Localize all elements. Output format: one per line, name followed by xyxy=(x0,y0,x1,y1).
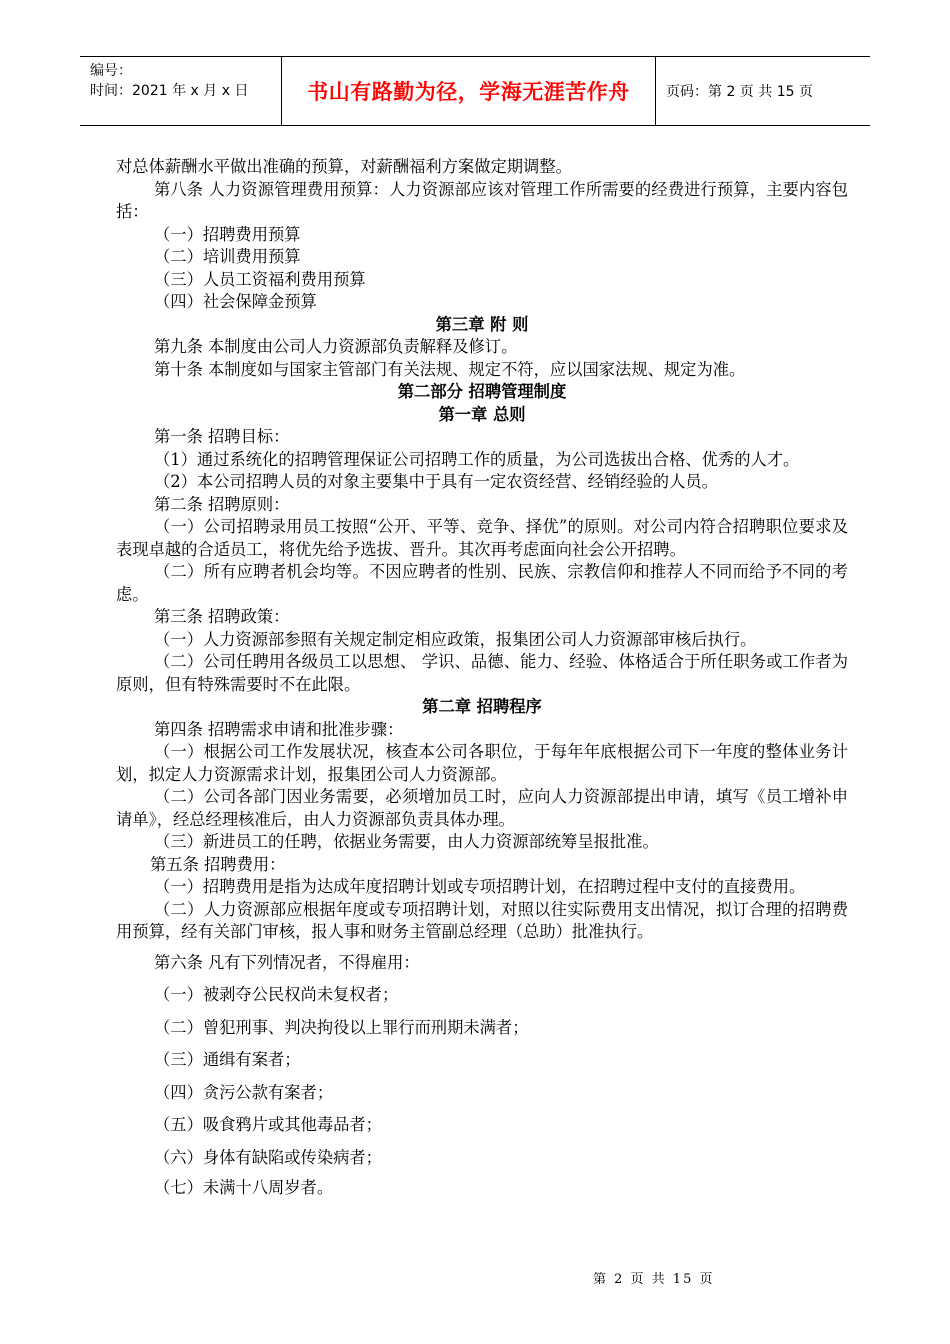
article-3: 第三条 招聘政策： xyxy=(154,607,290,626)
paragraph: （一）根据公司工作发展状况，核查本公司各职位，于每年年底根据公司下一年度的整体业务计划，拟定人力资源需求计划，报集团公司人力资源部。 xyxy=(116,742,848,784)
list-item: （三）通缉有案者； xyxy=(154,1050,301,1069)
paragraph: （二）所有应聘者机会均等。不因应聘者的性别、民族、宗教信仰和推荐人不同而给予不同的考虑。 xyxy=(116,562,848,604)
list-item: （七）未满十八周岁者。 xyxy=(154,1178,334,1197)
paragraph: （三）新进员工的任聘，依据业务需要，由人力资源部统筹呈报批准。 xyxy=(154,832,659,851)
page-header xyxy=(80,56,870,126)
article-1: 第一条 招聘目标： xyxy=(154,427,290,446)
document-number-label: 编号： xyxy=(90,63,132,79)
part-heading: 第二部分 招聘管理制度 xyxy=(397,382,567,401)
document-body xyxy=(116,156,848,1200)
page-footer: 第 2 页 共 15 页 xyxy=(593,1272,715,1287)
list-item: （二）曾犯刑事、判决拘役以上罪行而刑期未满者； xyxy=(154,1017,529,1037)
paragraph: 对总体薪酬水平做出准确的预算，对薪酬福利方案做定期调整。 xyxy=(116,157,572,176)
list-item: （二）培训费用预算 xyxy=(154,247,301,266)
list-item: （一）被剥夺公民权尚未复权者； xyxy=(154,985,399,1004)
paragraph: （一）人力资源部参照有关规定制定相应政策，报集团公司人力资源部审核后执行。 xyxy=(154,629,757,649)
list-item: （三）人员工资福利费用预算 xyxy=(154,269,366,289)
header-page-label: 页码：第 2 页 共 15 页 xyxy=(666,84,813,100)
article-8: 第八条 人力资源管理费用预算：人力资源部应该对管理工作所需要的经费进行预算，主要内容包括： xyxy=(116,179,848,221)
article-10: 第十条 本制度如与国家主管部门有关法规、规定不符，应以国家法规、规定为准。 xyxy=(154,359,746,379)
paragraph: （1）通过系统化的招聘管理保证公司招聘工作的质量，为公司选拔出合格、优秀的人才。 xyxy=(154,449,800,469)
paragraph: （二）公司任聘用各级员工以思想、 学识、品德、能力、经验、体格适合于所任职务或工作者为原则，但有特殊需要时不在此限。 xyxy=(116,652,848,694)
paragraph: （二）公司各部门因业务需要，必须增加员工时，应向人力资源部提出申请，填写《员工增补申请单》，经总经理核准后，由人力资源部负责具体办理。 xyxy=(116,787,848,829)
list-item: （一）招聘费用预算 xyxy=(154,224,301,244)
paragraph: （一）招聘费用是指为达成年度招聘计划或专项招聘计划，在招聘过程中支付的直接费用。 xyxy=(154,877,806,896)
article-2: 第二条 招聘原则： xyxy=(154,494,290,514)
chapter-heading: 第二章 招聘程序 xyxy=(422,697,542,716)
article-4: 第四条 招聘需求申请和批准步骤： xyxy=(154,719,404,739)
paragraph: （二）人力资源部应根据年度或专项招聘计划，对照以往实际费用支出情况，拟订合理的招聘费用预算，经有关部门审核，报人事和财务主管副总经理（总助）批准执行。 xyxy=(116,899,848,941)
list-item: （六）身体有缺陷或传染病者； xyxy=(154,1147,382,1167)
article-5: 第五条 招聘费用： xyxy=(150,854,286,874)
chapter-heading: 第一章 总则 xyxy=(438,404,526,424)
list-item: （五）吸食鸦片或其他毒品者； xyxy=(154,1115,382,1134)
list-item: （四）社会保障金预算 xyxy=(154,292,317,311)
paragraph: （2）本公司招聘人员的对象主要集中于具有一定农资经营、经销经验的人员。 xyxy=(154,472,718,491)
article-6: 第六条 凡有下列情况者，不得雇用： xyxy=(154,952,420,972)
header-meta xyxy=(80,57,282,125)
article-9: 第九条 本制度由公司人力资源部负责解释及修订。 xyxy=(154,337,518,356)
chapter-heading: 第三章 附 则 xyxy=(435,314,529,334)
header-motto: 书山有路勤为径，学海无涯苦作舟 xyxy=(282,57,656,125)
paragraph: （一）公司招聘录用员工按照“公开、平等、竞争、择优”的原则。对公司内符合招聘职位要求及表现卓越的合适员工，将优先给予选拔、晋升。其次再考虑面向社会公开招聘。 xyxy=(116,517,848,559)
list-item: （四）贪污公款有案者； xyxy=(154,1082,334,1102)
document-time-label: 时间：2021 年 x 月 x 日 xyxy=(90,83,249,99)
